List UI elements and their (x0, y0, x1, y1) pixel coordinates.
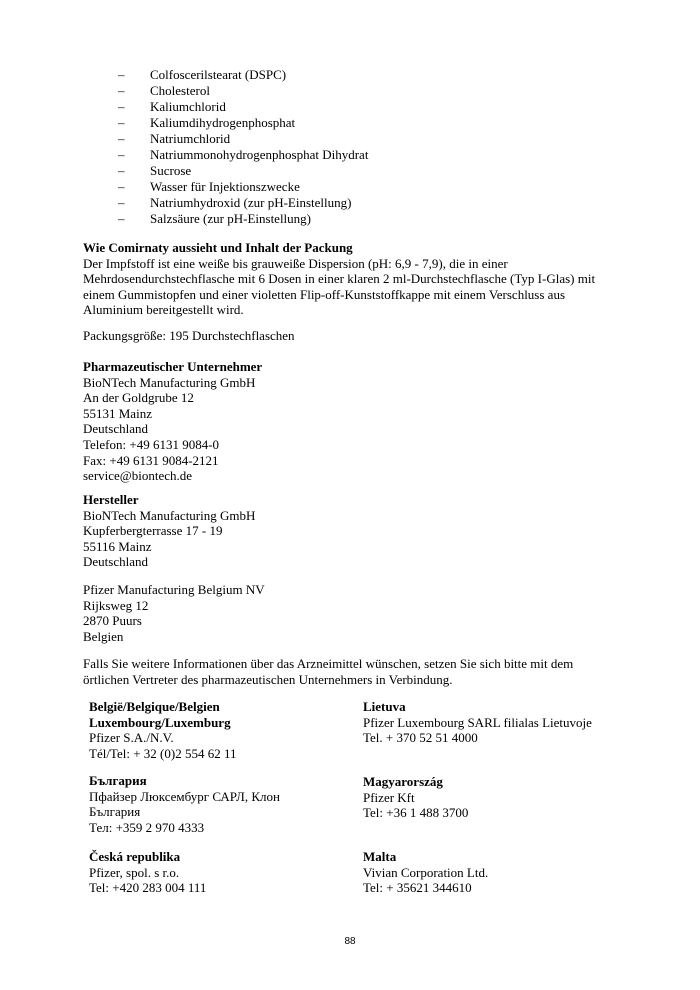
list-item (118, 147, 368, 163)
country-name: Malta (363, 849, 397, 864)
rep-company: Пфайзер Люксембург САРЛ, Клон (89, 788, 280, 804)
bullet-dash: – (118, 115, 125, 130)
bullet-dash: – (118, 163, 125, 178)
ingredient-text: Wasser für Injektionszwecke (150, 179, 300, 194)
bullet-dash: – (118, 99, 125, 114)
manufacturer-section-2 (83, 582, 623, 644)
paragraph-line: Mehrdosendurchstechflasche mit 6 Dosen in einer klaren 2 ml-Durchstechflasche (Typ I-Glas) mit (83, 271, 596, 287)
holder-section (83, 359, 623, 484)
bullet-dash: – (118, 147, 125, 162)
country-name: Lietuva (363, 699, 406, 714)
email-line: service@biontech.de (83, 468, 193, 484)
representative-belgium-luxembourg (89, 699, 349, 761)
page-number: 88 (344, 936, 356, 947)
section-heading: Pharmazeutischer Unternehmer (83, 359, 263, 374)
fax-line: Fax: +49 6131 9084-2121 (83, 452, 219, 468)
manufacturer-section (83, 492, 623, 570)
list-item (118, 83, 368, 99)
address-line: An der Goldgrube 12 (83, 390, 194, 406)
rep-phone: Тел: +359 2 970 4333 (89, 819, 205, 835)
address-line: 55131 Mainz (83, 405, 152, 421)
ingredient-text: Kaliumchlorid (150, 99, 226, 114)
ingredient-text: Cholesterol (150, 83, 210, 98)
appearance-section (83, 240, 623, 318)
address-line: Pfizer Manufacturing Belgium NV (83, 582, 265, 597)
ingredient-text: Salzsäure (zur pH-Einstellung) (150, 211, 312, 226)
list-item (118, 163, 368, 179)
bullet-dash: – (118, 131, 125, 146)
rep-company: Pfizer Luxembourg SARL filialas Lietuvoje (363, 714, 592, 730)
section-heading: Hersteller (83, 492, 139, 507)
rep-phone: Tel: + 35621 344610 (363, 880, 472, 895)
paragraph-line: örtlichen Vertreter des pharmazeutischen Unternehmers in Verbindung. (83, 671, 453, 687)
country-name: България (89, 773, 147, 788)
representative-malta (363, 849, 623, 896)
list-item (118, 179, 368, 195)
representative-hungary (363, 774, 623, 821)
rep-phone: Tel: +420 283 004 111 (89, 880, 207, 895)
representative-bulgaria (89, 773, 349, 835)
paragraph-line: einem Gummistopfen und einer violetten Flip-off-Kunststoffkappe mit einem Verschluss aus (83, 286, 566, 302)
country-name: Česká republika (89, 849, 181, 864)
bullet-dash: – (118, 83, 125, 98)
address-line: 55116 Mainz (83, 538, 152, 554)
ingredient-text: Natriumhydroxid (zur pH-Einstellung) (150, 195, 352, 210)
ingredient-text: Colfoscerilstearat (DSPC) (150, 67, 287, 82)
representative-czech-republic (89, 849, 349, 896)
bullet-dash: – (118, 211, 125, 226)
rep-company: Pfizer S.A./N.V. (89, 730, 174, 745)
rep-company: Pfizer Kft (363, 789, 415, 805)
paragraph-line: Der Impfstoff ist eine weiße bis grauweiße Dispersion (pH: 6,9 - 7,9), die in einer (83, 255, 508, 271)
phone-line: Telefon: +49 6131 9084-0 (83, 436, 220, 452)
address-line: Kupferbergterrasse 17 - 19 (83, 523, 223, 539)
rep-company: България (89, 804, 141, 819)
ingredient-text: Natriummonohydrogenphosphat Dihydrat (150, 147, 369, 162)
address-line: Deutschland (83, 421, 148, 437)
pack-size-text: Packungsgröße: 195 Durchstechflaschen (83, 328, 295, 343)
address-line: Belgien (83, 628, 124, 644)
representative-lithuania (363, 699, 623, 746)
address-line: Deutschland (83, 554, 148, 570)
bullet-dash: – (118, 67, 125, 82)
ingredient-text: Kaliumdihydrogenphosphat (150, 115, 296, 130)
ingredient-list (118, 67, 368, 227)
list-item (118, 115, 368, 131)
paragraph-line: Aluminium bereitgestellt wird. (83, 302, 244, 318)
address-line: BioNTech Manufacturing GmbH (83, 507, 256, 523)
rep-company: Pfizer, spol. s r.o. (89, 864, 180, 880)
rep-phone: Tel: +36 1 488 3700 (363, 805, 469, 820)
address-line: Rijksweg 12 (83, 597, 149, 613)
ingredient-text: Natriumchlorid (150, 131, 231, 146)
pack-size (83, 328, 623, 344)
list-item (118, 67, 368, 83)
ingredient-text: Sucrose (150, 163, 192, 178)
address-line: BioNTech Manufacturing GmbH (83, 374, 256, 390)
list-item (118, 99, 368, 115)
bullet-dash: – (118, 195, 125, 210)
bullet-dash: – (118, 179, 125, 194)
paragraph-line: Falls Sie weitere Informationen über das Arzneimittel wünschen, setzen Sie sich bitte mit dem (83, 656, 574, 671)
country-name: Magyarország (363, 774, 443, 789)
contact-note (83, 656, 623, 687)
country-name: Luxembourg/Luxemburg (89, 714, 231, 730)
list-item (118, 131, 368, 147)
address-line: 2870 Puurs (83, 613, 142, 629)
list-item (118, 195, 368, 211)
rep-company: Vivian Corporation Ltd. (363, 864, 489, 880)
section-heading: Wie Comirnaty aussieht und Inhalt der Packung (83, 240, 353, 255)
rep-phone: Tel. + 370 52 51 4000 (363, 730, 478, 745)
rep-phone: Tél/Tel: + 32 (0)2 554 62 11 (89, 745, 237, 761)
list-item (118, 211, 368, 227)
country-name: België/Belgique/Belgien (89, 699, 220, 714)
